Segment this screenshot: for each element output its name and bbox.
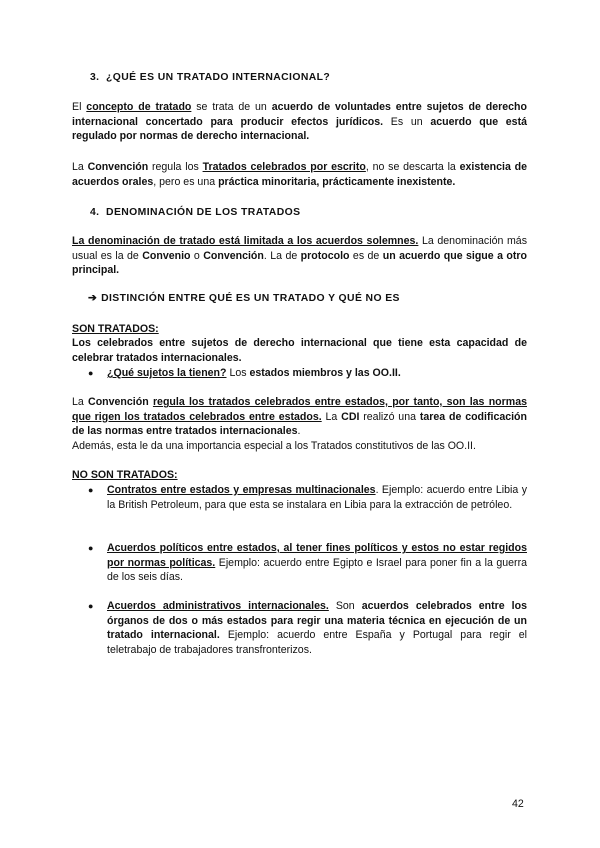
son-tratados-item xyxy=(107,366,527,381)
text: es de xyxy=(349,249,383,262)
text: Los xyxy=(226,367,250,379)
bold-text: tarea de codificación de las normas entre tratados internacionales xyxy=(72,410,528,438)
text: , no se descarta la xyxy=(365,161,460,173)
text: realizó una xyxy=(359,410,420,423)
son-tratados-heading: SON TRATADOS: xyxy=(72,323,159,335)
text: Son xyxy=(328,600,362,612)
bullet-icon: ● xyxy=(88,601,94,611)
text: La xyxy=(72,396,89,408)
section-3-heading xyxy=(90,71,330,86)
concept-term: concepto de tratado xyxy=(86,101,192,113)
text: Es un xyxy=(383,115,431,128)
bold-text: acuerdo de voluntades entre sujetos de derecho internacional concertado para producir efectos jurídicos. xyxy=(72,101,527,128)
bold-underlined-text: Tratados celebrados por escrito xyxy=(202,161,366,173)
son-tratados-text: Los celebrados entre sujetos de derecho internacional que tiene esta capacidad de celebrar tratados internacionales. xyxy=(72,337,527,364)
text: . xyxy=(297,425,301,438)
bold-underlined-text: Contratos entre estados y empresas multinacionales xyxy=(107,484,376,496)
text: . Ejemplo: acuerdo entre Libia y la British Petroleum, para que esta se instalara en Libia para la extracción de petróleo. xyxy=(107,484,527,511)
section-3-number: 3. xyxy=(90,72,100,83)
bold-underlined-text: Acuerdos administrativos internacionales. xyxy=(107,600,329,612)
text: . La de xyxy=(263,249,301,262)
bold-text: acuerdo que está regulado por normas de derecho internacional. xyxy=(72,115,527,143)
bullet-icon: ● xyxy=(88,543,94,553)
text: La denominación más usual es la de xyxy=(72,235,527,262)
section-3-title: ¿QUÉ ES UN TRATADO INTERNACIONAL? xyxy=(106,72,331,83)
page-number: 42 xyxy=(512,798,524,810)
bold-text: un acuerdo que sigue a otro principal. xyxy=(72,249,528,277)
bold-text: Convenio xyxy=(142,249,191,262)
arrow-icon: ➔ xyxy=(88,293,98,304)
no-son-tratados-heading: NO SON TRATADOS: xyxy=(72,469,178,481)
no-son-item-politicos xyxy=(107,541,527,585)
section-4-title: DENOMINACIÓN DE LOS TRATADOS xyxy=(106,207,301,218)
bold-text: Convención xyxy=(88,396,149,408)
bold-text: Convención xyxy=(87,161,149,173)
no-son-item-administrativos xyxy=(107,599,527,657)
text: se trata de un xyxy=(191,101,272,113)
text: La xyxy=(72,161,88,173)
no-son-item-contratos xyxy=(107,483,527,512)
bullet-icon: ● xyxy=(88,368,94,378)
paragraph-cdi xyxy=(72,395,527,439)
bold-underlined-text: Acuerdos políticos entre estados, al tener fines políticos y estos no estar regidos por normas políticas. xyxy=(107,542,527,569)
text: , pero es una xyxy=(153,175,219,188)
text: El xyxy=(72,101,87,113)
section-4-number: 4. xyxy=(90,207,100,218)
bold-text: protocolo xyxy=(300,249,350,262)
underlined-text: regula los tratados celebrados entre estados, por tanto, son las normas que rigen los tratados celebrados entre estados. xyxy=(72,396,527,423)
bold-text: CDI xyxy=(341,410,360,423)
paragraph-denomination xyxy=(72,234,527,278)
bold-text: estados miembros y las OO.II. xyxy=(249,367,401,379)
bullet-icon: ● xyxy=(88,485,94,495)
text: Ejemplo: acuerdo entre España y Portugal para regir el teletrabajo de trabajadores transfronterizos. xyxy=(107,629,527,656)
bold-text: Convención xyxy=(203,249,264,262)
text: Ejemplo: acuerdo entre Egipto e Israel para poner fin a la guerra de los seis días. xyxy=(107,556,528,584)
distinction-title: DISTINCIÓN ENTRE QUÉ ES UN TRATADO Y QUÉ NO ES xyxy=(101,293,400,304)
distinction-heading xyxy=(88,292,400,307)
section-4-heading xyxy=(90,206,300,221)
bold-text: acuerdos celebrados entre los órganos de dos o más estados para regir una materia técnica en ejecución de un tratado internacional. xyxy=(107,600,527,642)
paragraph-oo-ii: Además, esta le da una importancia especial a los Tratados constitutivos de las OO.II. xyxy=(72,440,476,452)
paragraph-concept xyxy=(72,100,527,144)
bold-text: existencia de acuerdos orales xyxy=(72,161,527,188)
text: regula los xyxy=(148,161,203,173)
text: La xyxy=(321,410,342,423)
bold-text: práctica minoritaria, prácticamente inexistente. xyxy=(218,175,456,188)
paragraph-convention xyxy=(72,160,527,189)
bold-underlined-text: La denominación de tratado está limitada a los acuerdos solemnes. xyxy=(72,235,419,247)
text: o xyxy=(190,249,204,262)
question-text: ¿Qué sujetos la tienen? xyxy=(107,367,227,379)
